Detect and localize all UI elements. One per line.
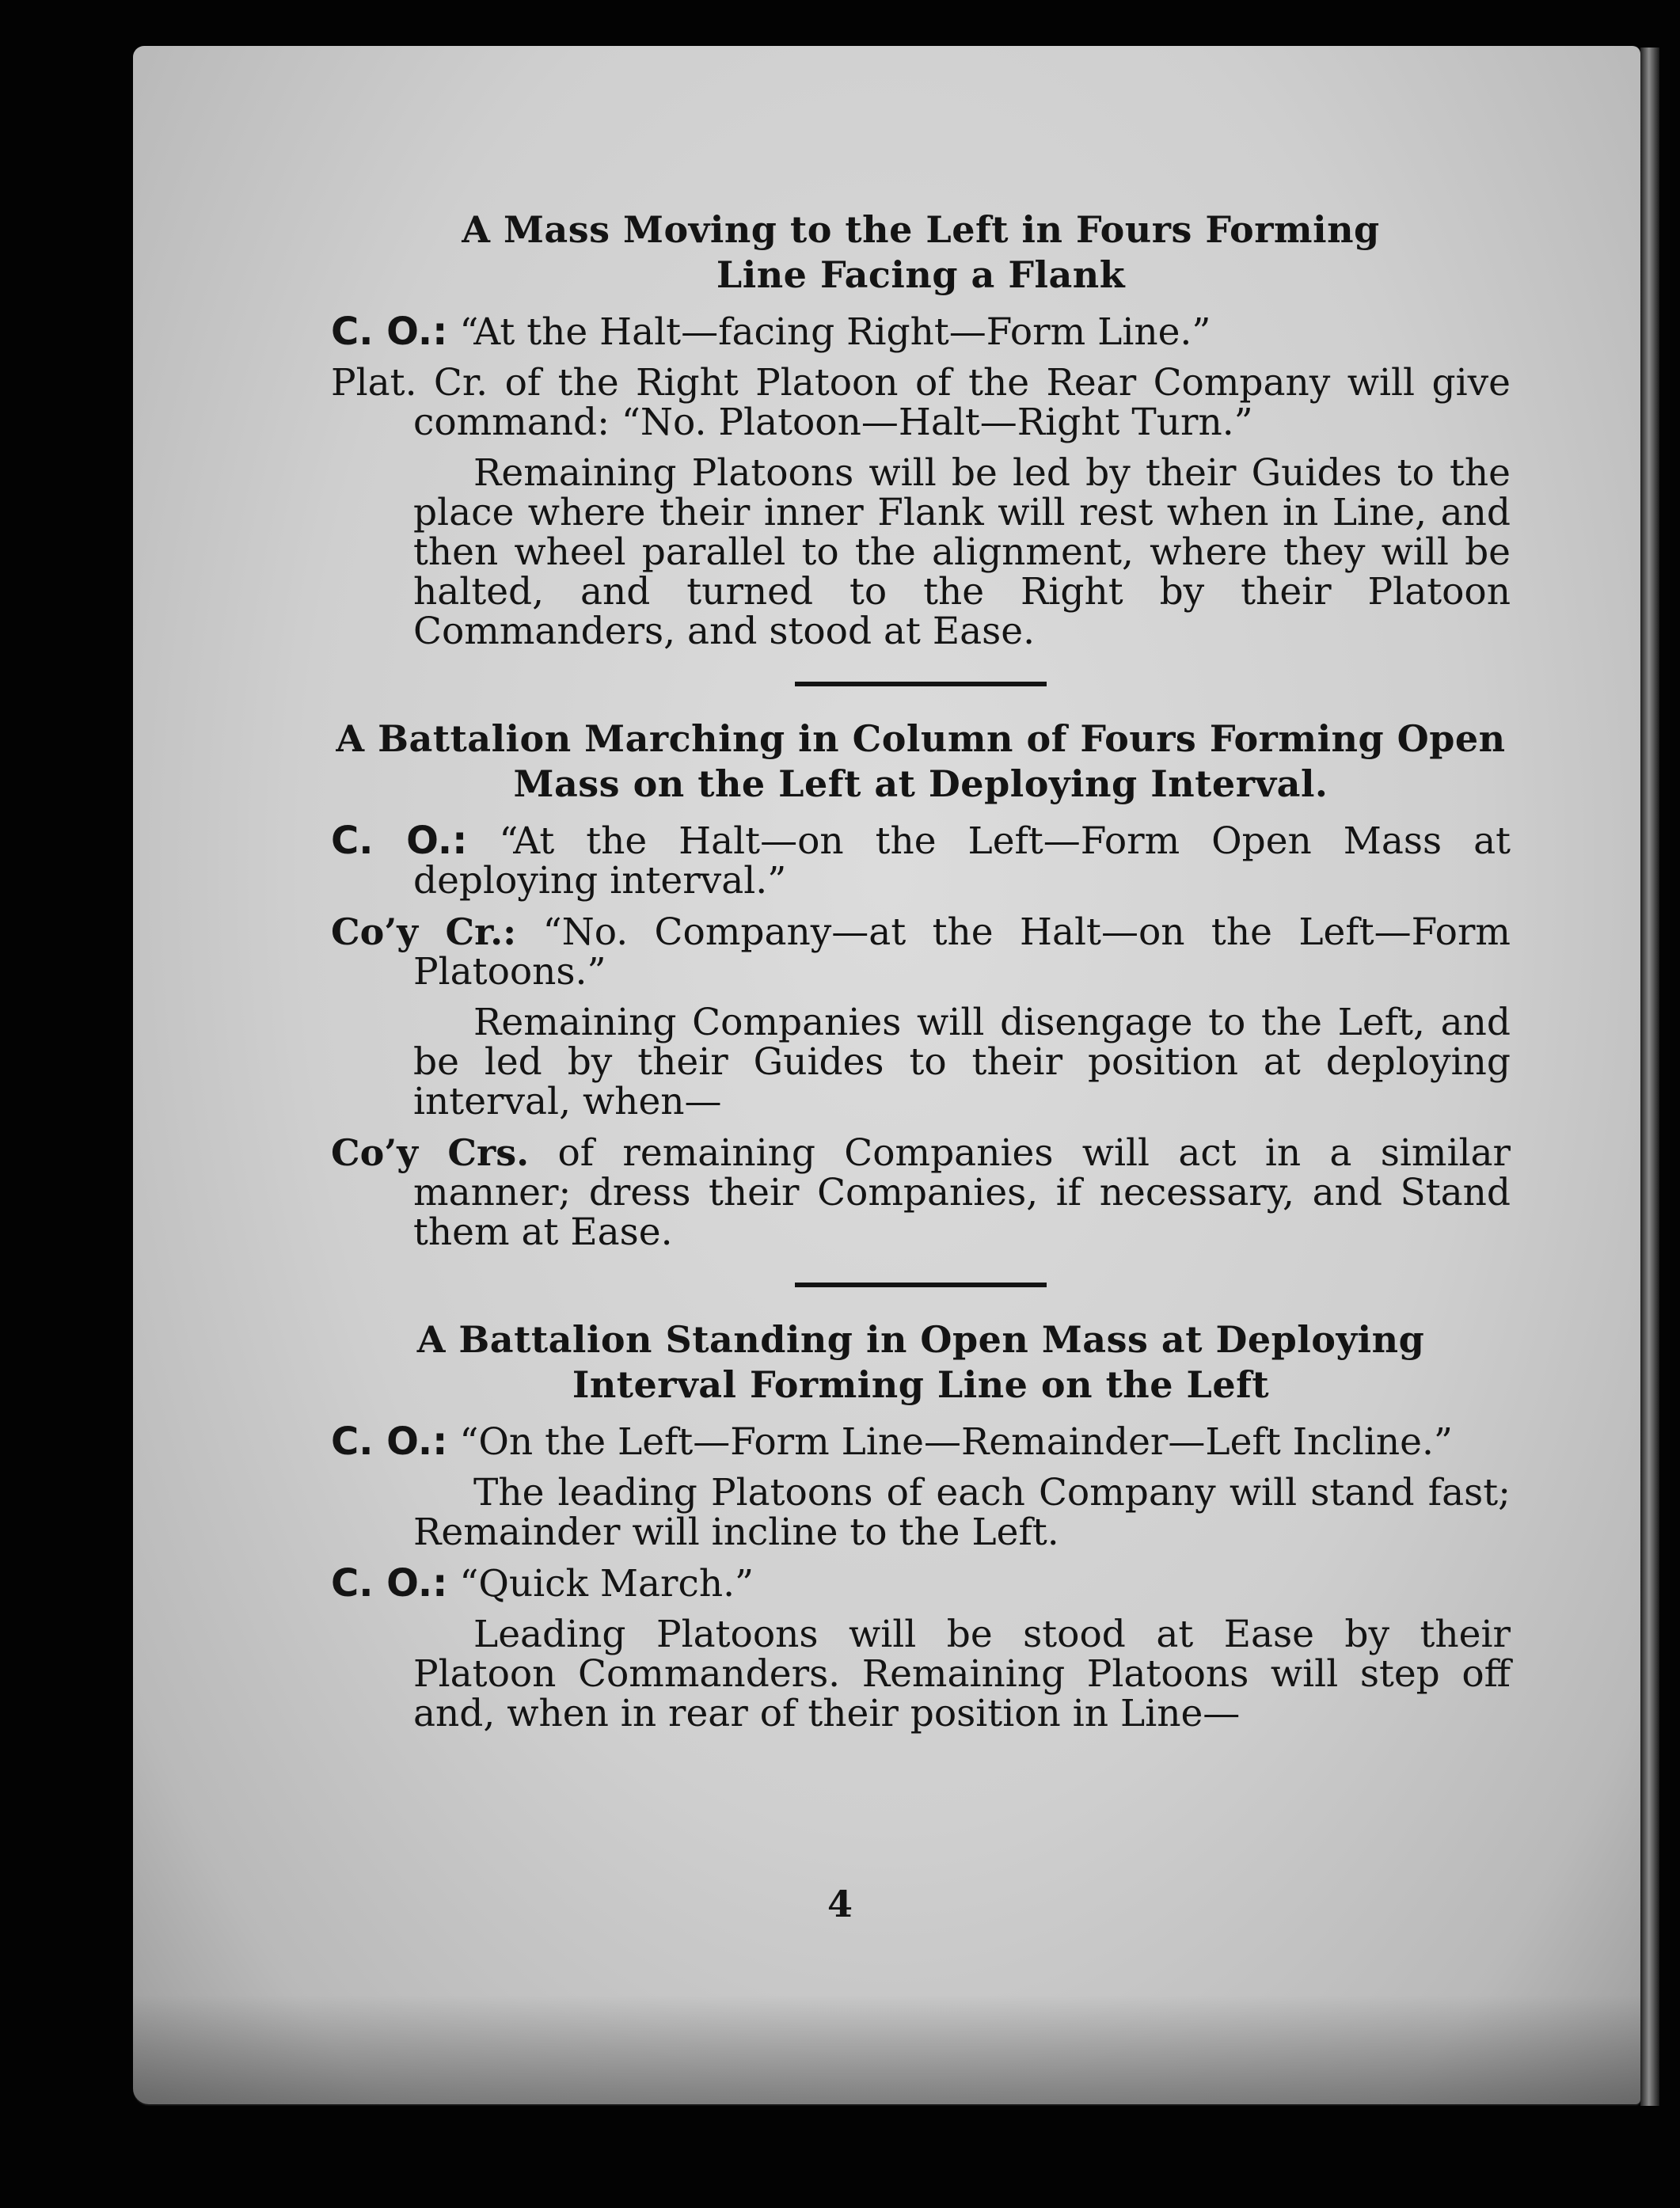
section-2-paragraph: Remaining Companies will disengage to the Left, and be led by their Guides to their position at deploying interval, when—: [413, 1001, 1511, 1123]
coy-cr-text: “No. Company—at the Halt—on the Left—Form Platoons.”: [413, 910, 1511, 994]
section-divider-2: [795, 1283, 1047, 1287]
section-1-co-command: [331, 312, 1511, 352]
book-spine-edge: [1640, 48, 1659, 2106]
co-label: C. O.:: [331, 1419, 448, 1464]
section-2-heading: [331, 716, 1511, 807]
section-1-plat-command: [331, 363, 1511, 443]
section-3-paragraph: The leading Platoons of each Company will stand fast; Remainder will incline to the Left.: [413, 1471, 1511, 1554]
plat-cr-text: of the Right Platoon of the Rear Company will give command: “No. Platoon—Halt—Right Turn.”: [413, 361, 1511, 444]
section-2-co-command: [331, 821, 1511, 901]
section-divider-1: [795, 682, 1047, 686]
co-command-text: “On the Left—Form Line—Remainder—Left Incline.”: [459, 1420, 1453, 1464]
page-number: 4: [827, 1883, 853, 1925]
section-3-co-command-2: [331, 1561, 1511, 1606]
section-3-heading: [331, 1317, 1511, 1408]
section-1-heading-line2: Line Facing a Flank: [716, 253, 1126, 296]
plat-cr-label: Plat. Cr.: [331, 361, 488, 405]
section-2-heading-line2: Mass on the Left at Deploying Interval.: [513, 762, 1328, 805]
co-command-text: “At the Halt—on the Left—Form Open Mass at deploying interval.”: [413, 819, 1511, 903]
section-1-paragraph: Remaining Platoons will be led by their Guides to the place where their inner Flank will rest when in Line, and then wheel parallel to the alignment, where they will be halted, and turned to the Right by their Platoon Commanders, and stood at Ease.: [413, 451, 1511, 653]
coy-crs-text: of remaining Companies will act in a similar manner; dress their Companies, if necessary, and Stand them at Ease.: [413, 1131, 1511, 1254]
section-2-coy-command: [331, 912, 1511, 992]
co-label: C. O.:: [331, 819, 468, 863]
section-3-heading-line1: A Battalion Standing in Open Mass at Deploying: [416, 1318, 1425, 1361]
section-1-heading: [331, 207, 1511, 298]
co-command-text: “At the Halt—facing Right—Form Line.”: [459, 310, 1211, 354]
section-2-coys-command: [331, 1133, 1511, 1252]
section-3-co-command: [331, 1419, 1511, 1464]
co-command-text: “Quick March.”: [459, 1562, 754, 1606]
section-2-heading-line1: A Battalion Marching in Column of Fours Forming Open: [336, 717, 1506, 760]
section-3-paragraph-2: Leading Platoons will be stood at Ease by their Platoon Commanders. Remaining Platoons will step off and, when in rear of their position in Line—: [413, 1613, 1511, 1735]
co-label: C. O.:: [331, 310, 448, 354]
section-3-heading-line2: Interval Forming Line on the Left: [572, 1363, 1270, 1406]
section-1-heading-line1: A Mass Moving to the Left in Fours Forming: [462, 208, 1380, 251]
coy-cr-label: Co’y Cr.:: [331, 910, 517, 953]
page-bottom-shadow: [133, 1995, 1640, 2106]
page-content: [331, 207, 1511, 1745]
co-label: C. O.:: [331, 1561, 448, 1606]
coy-crs-label: Co’y Crs.: [331, 1131, 530, 1174]
